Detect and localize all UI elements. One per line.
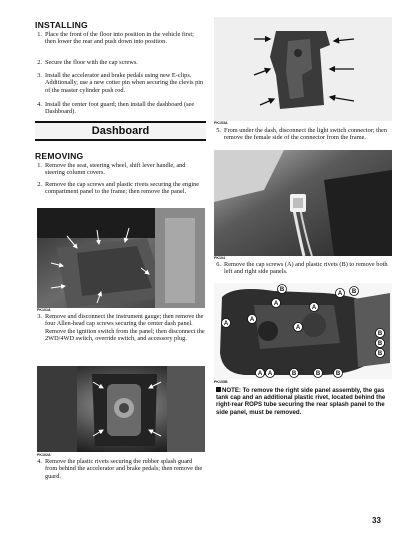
callout-cap-screw: [222, 319, 231, 328]
step-text: Remove the plastic rivets securing the rubber splash guard from behind the accelerator and brake pedals; then remove the guard.: [45, 458, 203, 480]
callout-plastic-rivet: [278, 285, 287, 294]
callout-plastic-rivet: [376, 329, 385, 338]
step-number: 2.: [37, 181, 42, 188]
callout-cap-screw: [272, 299, 281, 308]
removing-step-2: [35, 181, 206, 196]
svg-text:A: A: [273, 301, 279, 308]
callout-plastic-rivet: [334, 369, 343, 378]
removing-heading: REMOVING: [35, 151, 84, 161]
svg-text:A: A: [249, 317, 255, 324]
svg-text:A: A: [311, 305, 317, 312]
page-number: 33: [372, 516, 381, 525]
svg-text:B: B: [377, 351, 383, 358]
step-text: Install the center foot guard; then install the dashboard (see Dashboard).: [45, 101, 195, 116]
svg-text:A: A: [257, 371, 263, 378]
floor-plate-photo: [214, 17, 392, 121]
removing-step-3: [35, 313, 206, 342]
svg-text:A: A: [267, 371, 273, 378]
dashboard-title: Dashboard: [91, 125, 150, 137]
callout-plastic-rivet: [376, 339, 385, 348]
callout-plastic-rivet: [350, 287, 359, 296]
step-number: 4.: [37, 458, 42, 465]
svg-text:A: A: [223, 321, 229, 328]
step-number: 1.: [37, 162, 42, 169]
callout-cap-screw: [310, 303, 319, 312]
figure-caption: PK101A: [37, 308, 51, 312]
step-text: Secure the floor with the cap screws.: [45, 59, 138, 66]
step-number: 6.: [216, 261, 221, 268]
figure-caption: PK102A: [37, 453, 51, 457]
callout-cap-screw: [266, 369, 275, 378]
step-text: Remove and disconnect the instrument gauge; then remove the four Allen-head cap screws securing the center dash panel. Remove the ignition switch from the panel; then disconnect the 2WD/4WD switch, override switch, and accessory plug.: [45, 313, 205, 342]
removing-step-4: [35, 458, 206, 480]
figure-caption: PK103A: [214, 121, 228, 125]
center-dash-illustration: [37, 366, 205, 452]
center-dash-photo: [37, 366, 205, 452]
removing-step-5: [214, 127, 391, 142]
step-number: 3.: [37, 313, 42, 320]
step-number: 3.: [37, 72, 42, 79]
engine-compartment-illustration: [37, 208, 205, 308]
connector-illustration: [214, 150, 392, 256]
callout-plastic-rivet: [290, 369, 299, 378]
floor-plate-illustration: [214, 17, 392, 121]
step-text: Remove the cap screws and plastic rivets securing the engine compartment panel to the frame; then remove the panel.: [45, 181, 200, 196]
svg-text:A: A: [337, 291, 343, 298]
callout-cap-screw: [336, 289, 345, 298]
svg-text:B: B: [377, 331, 383, 338]
dashboard-section-banner: [35, 121, 206, 141]
svg-text:B: B: [315, 371, 321, 378]
svg-text:A: A: [295, 325, 301, 332]
installing-step-4: [35, 101, 206, 116]
right-side-panel-note: [216, 387, 389, 416]
note-bullet-icon: [216, 387, 221, 392]
svg-text:B: B: [279, 287, 285, 294]
step-number: 4.: [37, 101, 42, 108]
step-text: Install the accelerator and brake pedals using new E-clips. Additionally, use a new cotter pin when securing the clevis pin of the master cylinder push rod.: [45, 72, 204, 94]
figure-caption: PK105B: [214, 380, 228, 384]
step-text: Remove the seat, steering wheel, shift lever handle, and steering column covers.: [45, 162, 186, 177]
removing-step-1: [35, 162, 206, 177]
removing-step-6: [214, 261, 391, 276]
step-number: 1.: [37, 31, 42, 38]
installing-heading: INSTALLING: [35, 20, 88, 30]
step-text: Remove the cap screws (A) and plastic rivets (B) to remove both left and right side panels.: [224, 261, 388, 276]
svg-text:B: B: [335, 371, 341, 378]
installing-step-3: [35, 72, 206, 94]
callout-plastic-rivet: [376, 349, 385, 358]
step-text: Place the front of the floor into position in the vehicle first; then lower the rear and push down into position.: [45, 31, 194, 46]
figure-caption: PK104: [214, 256, 225, 260]
callout-cap-screw: [294, 323, 303, 332]
step-text: From under the dash, disconnect the light switch connector; then remove the female side of the connector from the frame.: [224, 127, 387, 142]
step-number: 5.: [216, 127, 221, 134]
engine-compartment-photo: [37, 208, 205, 308]
installing-step-2: [35, 59, 206, 66]
callout-plastic-rivet: [314, 369, 323, 378]
installing-step-1: [35, 31, 206, 46]
svg-text:B: B: [291, 371, 297, 378]
note-text: NOTE: To remove the right side panel assembly, the gas tank cap and an additional plastic rivet, located behind the right-rear ROPS tube securing the rear splash panel to the side panel, must be removed.: [216, 387, 386, 416]
panel-callouts: [214, 283, 392, 379]
callout-cap-screw: [248, 315, 257, 324]
callout-cap-screw: [256, 369, 265, 378]
step-number: 2.: [37, 59, 42, 66]
connector-photo: [214, 150, 392, 256]
svg-text:B: B: [351, 289, 357, 296]
svg-text:B: B: [377, 341, 383, 348]
